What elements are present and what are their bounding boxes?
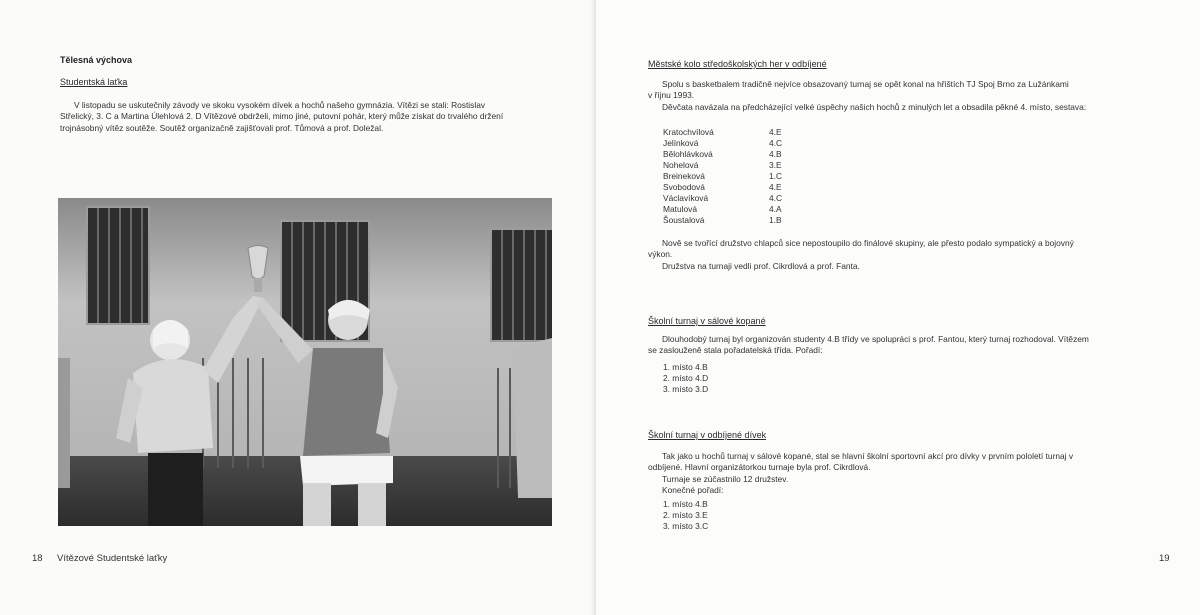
girls-volleyball-paragraph [648,451,1148,496]
left-page [0,0,596,615]
list-item: 2. místo 4.D [663,373,709,383]
volleyball-intro [648,79,1148,113]
paragraph-line: Děvčata navázala na předcházející velké úspěchy našich hochů z minulých let a obsadila pěkné 4. místo, sestava: [662,101,1087,112]
paragraph-line: Tak jako u hochů turnaj v sálové kopané, stal se hlavní školní sportovní akcí pro dívky v prvním pololetí turnaj v [662,451,1074,461]
figure-girl [116,296,263,526]
volleyball-outro [648,238,1148,272]
paragraph-line: Spolu s basketbalem tradičně nejvíce obsazovaný turnaj se opět konal na hřištích TJ Spoj Brno za Lužánkami [662,79,1069,89]
page-number-left: 18 [32,553,43,564]
paragraph-line: trojnásobný vítěz soutěže. Soutěž organizačně zajišťovali prof. Tůmová a prof. Doležal. [60,122,384,133]
football-paragraph [648,334,1148,357]
paragraph-line: Turnaje se zúčastnilo 12 družstev. [662,473,789,484]
paragraph-line: Družstva na turnaji vedli prof. Cikrdlová a prof. Fanta. [662,260,860,271]
photo-caption: Vítězové Studentské laťky [57,553,168,564]
paragraph-line: V listopadu se uskutečnily závody ve skoku vysokém dívek a hochů našeho gymnázia. Vítězi se stali: Rostislav [74,100,486,110]
paragraph-line: Dlouhodobý turnaj byl organizován studenty 4.B třídy ve spolupráci s prof. Fantou, který turnaj rozhodoval. Vítězem [662,334,1089,344]
football-heading: Školní turnaj v sálové kopané [648,316,766,326]
list-item: 1. místo 4.B [663,362,708,372]
paragraph-line: Konečné pořadí: [662,484,724,495]
paragraph-line: v říjnu 1993. [648,90,695,101]
high-jump-paragraph [60,100,554,134]
paragraph-line: odbíjené. Hlavní organizátorkou turnaje byla prof. Cikrdlová. [648,462,871,473]
photo-figures [58,198,552,526]
volleyball-heading: Městské kolo středoškolských her v odbíjené [648,59,827,69]
right-page [596,0,1200,615]
paragraph-line: Střelický, 3. C a Martina Úlehlová 2. D Vítězové obdrželi, mimo jiné, putovní pohár, který může získat do trvalého držení [60,111,504,122]
girls-volleyball-heading: Školní turnaj v odbíjené dívek [648,430,767,440]
paragraph-line: výkon. [648,249,673,260]
figure-boy [255,298,398,526]
winners-photo [58,198,552,526]
trophy-icon [248,246,268,293]
subheading-student-lath: Studentská laťka [60,77,128,87]
list-item: 2. místo 3.E [663,510,708,520]
page-number-right: 19 [1159,553,1170,564]
volleyball-roster: Kratochvílová 4.E Jelínková 4.C Bělohlávková 4.B Nohelová 3.E Breineková 1.C Svobodová 4.E Václavíková 4.C Matulová 4.A Šoustalová 1.B [663,127,783,225]
section-heading: Tělesná výchova [60,55,133,65]
list-item: 1. místo 4.B [663,499,708,509]
paragraph-line: Nově se tvořící družstvo chlapců sice nepostoupilo do finálové skupiny, ale přesto podalo sympatický a bojovný [662,238,1074,248]
paragraph-line: se zaslouženě stala pořadatelská třída. Pořadí: [648,345,823,356]
list-item: 3. místo 3.D [663,384,709,394]
list-item: 3. místo 3.C [663,521,709,531]
